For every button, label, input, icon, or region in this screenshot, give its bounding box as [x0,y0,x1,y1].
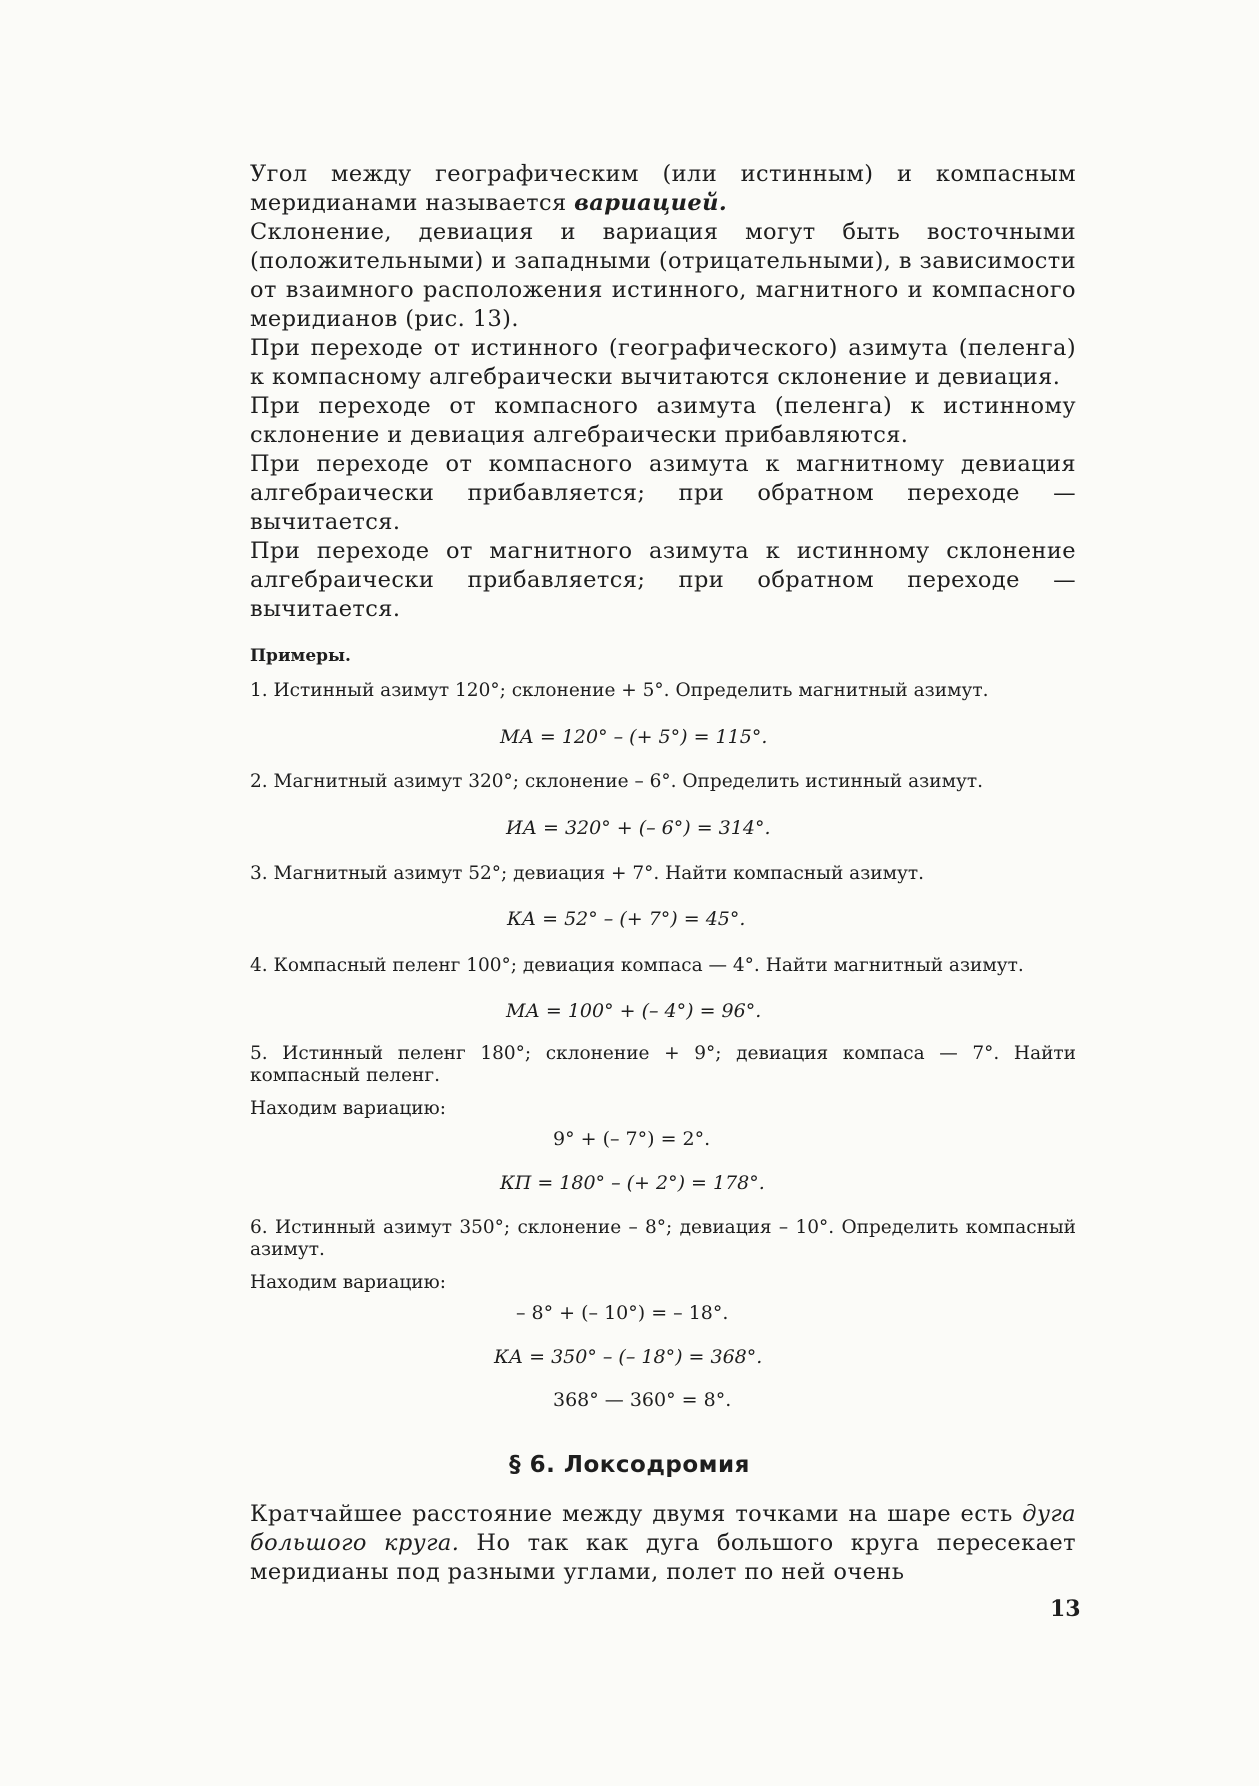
example-2: 2. Магнитный азимут 320°; склонение – 6°. Определить истинный азимут. [250,771,983,792]
term-great-circle-arc: дуга большого круга. [250,1501,1076,1556]
example-6-formula-normalized: 368° — 360° = 8°. [553,1389,732,1411]
example-5: 5. Истинный пеленг 180°; склонение + 9°; девиация компаса — 7°. Найти компасный пеленг. [250,1043,1076,1086]
example-3-formula: КА = 52° – (+ 7°) = 45°. [507,908,746,930]
term-variation: вариацией. [574,190,728,216]
closing-paragraph: Кратчайшее расстояние между двумя точками на шаре есть дуга большого круга. Но так как дуга большого круга пересекает меридианы под разными углами, полет по ней очень [250,1501,1076,1585]
examples-heading: Примеры. [250,646,351,666]
page-number: 13 [1050,1596,1081,1622]
section-heading: § 6. Локсодромия [509,1452,750,1478]
paragraph-variation: Угол между географическим (или истинным) и компасным меридианами называется вариацией. [250,161,1076,216]
example-2-formula: ИА = 320° + (– 6°) = 314°. [506,817,771,839]
example-5-formula-variation: 9° + (– 7°) = 2°. [553,1128,711,1150]
example-4-formula: МА = 100° + (– 4°) = 96°. [506,1000,762,1022]
paragraph-magnetic-to-true: При переходе от магнитного азимута к истинному склонение алгебраически прибавляется; при обратном переходе — вычитается. [250,538,1076,622]
paragraph-compass-to-true: При переходе от компасного азимута (пеленга) к истинному склонение и девиация алгебраически прибавляются. [250,393,1076,448]
intro-text [250,160,1076,624]
example-6-variation-label: Находим вариацию: [250,1272,446,1293]
example-4: 4. Компасный пеленг 100°; девиация компаса — 4°. Найти магнитный азимут. [250,955,1024,976]
example-6-formula-result: КА = 350° – (– 18°) = 368°. [494,1346,763,1368]
example-1-formula: МА = 120° – (+ 5°) = 115°. [500,726,768,748]
example-6-formula-variation: – 8° + (– 10°) = – 18°. [516,1302,729,1324]
paragraph-signs: Склонение, девиация и вариация могут быть восточными (положительными) и западными (отрицательными), в зависимости от взаимного расположения истинного, магнитного и компасного меридианов (рис. 13). [250,219,1076,332]
example-5-formula-result: КП = 180° – (+ 2°) = 178°. [500,1172,765,1194]
example-3: 3. Магнитный азимут 52°; девиация + 7°. Найти компасный азимут. [250,863,925,884]
example-6: 6. Истинный азимут 350°; склонение – 8°; девиация – 10°. Определить компасный азимут. [250,1217,1076,1260]
example-5-variation-label: Находим вариацию: [250,1098,446,1119]
example-1: 1. Истинный азимут 120°; склонение + 5°. Определить магнитный азимут. [250,680,989,701]
paragraph-true-to-compass: При переходе от истинного (географического) азимута (пеленга) к компасному алгебраически вычитаются склонение и девиация. [250,335,1076,390]
paragraph-compass-to-magnetic: При переходе от компасного азимута к магнитному девиация алгебраически прибавляется; при обратном переходе — вычитается. [250,451,1076,535]
